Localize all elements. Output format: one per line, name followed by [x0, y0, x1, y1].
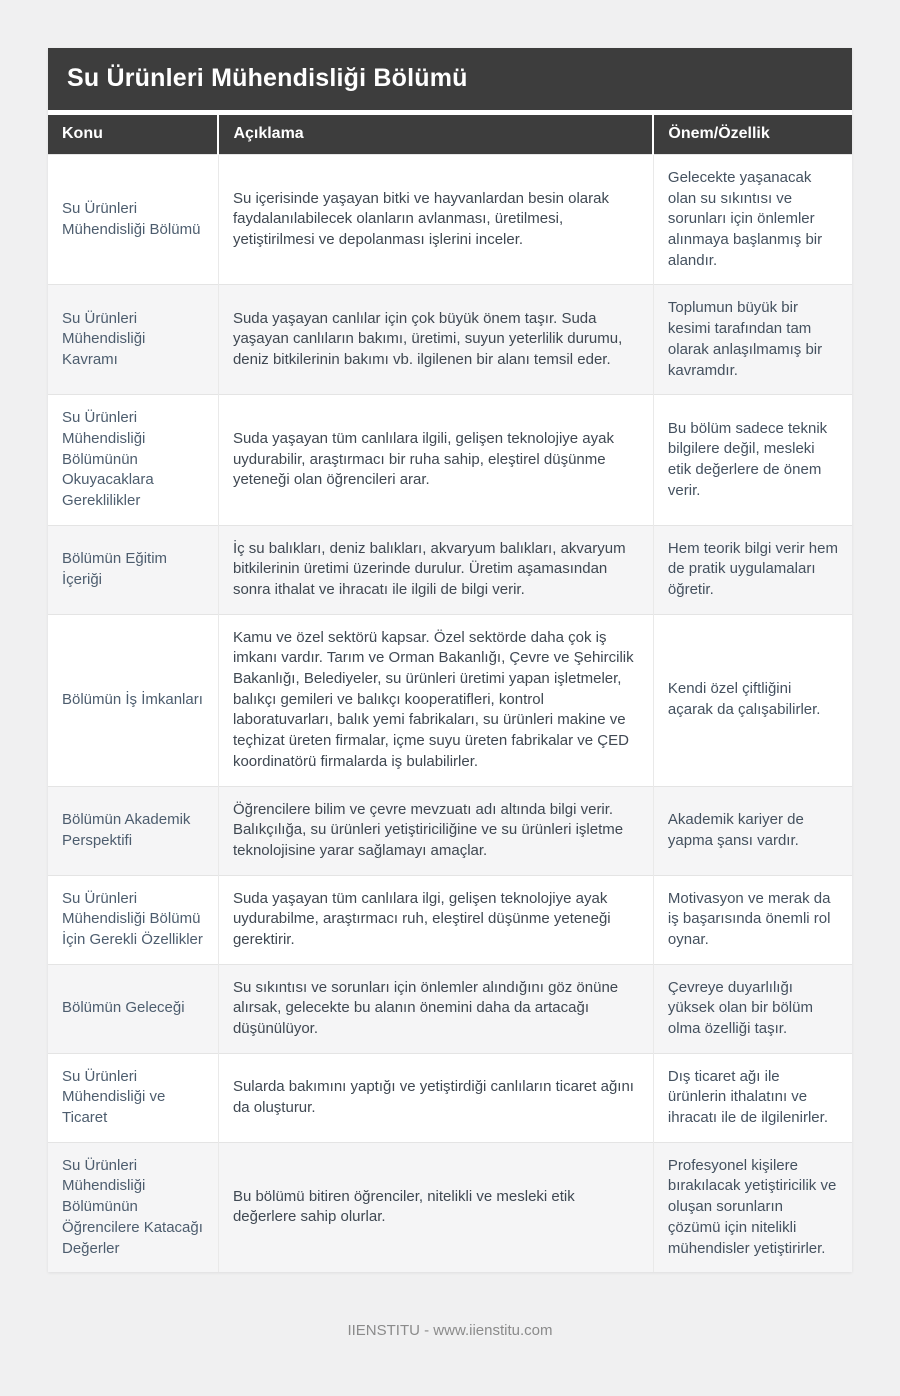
description-cell: Kamu ve özel sektörü kapsar. Özel sektörde daha çok iş imkanı vardır. Tarım ve Orman Bakanlığı, Çevre ve Şehircilik Bakanlığı, Belediyeler, su ürünleri üretimi yapan işletmeler, balıkçı gemileri ve balıkçı kooperatifleri, kontrol laboratuvarları, balık yemi fabrikaları, su ürünleri makine ve teçhizat üreten firmalar, içme suyu üreten fabrikalar ve ÇED koordinatörü firmalarda iş bulabilirler. [218, 614, 653, 786]
feature-cell: Kendi özel çiftliğini açarak da çalışabilirler. [653, 614, 852, 786]
topic-cell: Su Ürünleri Mühendisliği Bölümü İçin Gerekli Özellikler [48, 875, 218, 964]
description-cell: Suda yaşayan canlılar için çok büyük önem taşır. Suda yaşayan canlıların bakımı, üretimi, suyun yeterlilik durumu, deniz bitkilerinin bakımı vb. ilgilenen bir alanı temsil eder. [218, 285, 653, 395]
description-cell: Öğrencilere bilim ve çevre mevzuatı adı altında bilgi verir. Balıkçılığa, su ürünleri yetiştiriciliğine ve su ürünleri işletme teknolojisine yarar sağlamayı amaçlar. [218, 786, 653, 875]
description-cell: Suda yaşayan tüm canlılara ilgi, gelişen teknolojiye ayak uydurabilme, araştırmacı ruh, eleştirel düşünme yeteneği gerektirir. [218, 875, 653, 964]
feature-cell: Motivasyon ve merak da iş başarısında önemli rol oynar. [653, 875, 852, 964]
feature-cell: Dış ticaret ağı ile ürünlerin ithalatını ve ihracatı ile de ilgilenirler. [653, 1053, 852, 1142]
column-header-konu: Konu [48, 115, 218, 155]
table-row [48, 285, 852, 395]
description-cell: Su sıkıntısı ve sorunları için önlemler alındığını göz önüne alırsak, gelecekte bu alanın önemini daha da artacağı düşünülüyor. [218, 964, 653, 1053]
table-body [48, 155, 852, 1273]
table-row [48, 964, 852, 1053]
table-row [48, 1053, 852, 1142]
feature-cell: Akademik kariyer de yapma şansı vardır. [653, 786, 852, 875]
description-cell: Su içerisinde yaşayan bitki ve hayvanlardan besin olarak faydalanılabilecek olanların avlanması, üretilmesi, yetiştirilmesi ve depolanması işlerini inceler. [218, 155, 653, 285]
topic-cell: Su Ürünleri Mühendisliği Bölümünün Okuyacaklara Gereklilikler [48, 395, 218, 525]
footer-credit: IIENSTITU - www.iienstitu.com [347, 1322, 553, 1339]
feature-cell: Toplumun büyük bir kesimi tarafından tam olarak anlaşılmamış bir kavramdır. [653, 285, 852, 395]
feature-cell: Profesyonel kişilere bırakılacak yetiştiricilik ve oluşan sorunların çözümü için nitelikli mühendisler yetiştirirler. [653, 1142, 852, 1272]
info-table [48, 115, 852, 1272]
feature-cell: Gelecekte yaşanacak olan su sıkıntısı ve sorunları için önlemler alınmaya başlanmış bir alandır. [653, 155, 852, 285]
column-header-aciklama: Açıklama [218, 115, 653, 155]
topic-cell: Bölümün İş İmkanları [48, 614, 218, 786]
feature-cell: Çevreye duyarlılığı yüksek olan bir bölüm olma özelliği taşır. [653, 964, 852, 1053]
table-row [48, 1142, 852, 1272]
topic-cell: Su Ürünleri Mühendisliği ve Ticaret [48, 1053, 218, 1142]
topic-cell: Su Ürünleri Mühendisliği Kavramı [48, 285, 218, 395]
feature-cell: Bu bölüm sadece teknik bilgilere değil, mesleki etik değerlere de önem verir. [653, 395, 852, 525]
feature-cell: Hem teorik bilgi verir hem de pratik uygulamaları öğretir. [653, 525, 852, 614]
table-row [48, 875, 852, 964]
table-row [48, 395, 852, 525]
topic-cell: Su Ürünleri Mühendisliği Bölümü [48, 155, 218, 285]
description-cell: Bu bölümü bitiren öğrenciler, nitelikli ve mesleki etik değerlere sahip olurlar. [218, 1142, 653, 1272]
table-row [48, 786, 852, 875]
description-cell: İç su balıkları, deniz balıkları, akvaryum balıkları, akvaryum bitkilerinin üretimi üzerinde durulur. Üretim aşamasından sonra ithalat ve ihracatı ile ilgili de bilgi verir. [218, 525, 653, 614]
topic-cell: Bölümün Akademik Perspektifi [48, 786, 218, 875]
table-row [48, 614, 852, 786]
topic-cell: Bölümün Geleceği [48, 964, 218, 1053]
page-title: Su Ürünleri Mühendisliği Bölümü [48, 48, 852, 110]
topic-cell: Bölümün Eğitim İçeriği [48, 525, 218, 614]
table-row [48, 155, 852, 285]
column-header-onem-ozellik: Önem/Özellik [653, 115, 852, 155]
content-card [48, 48, 852, 1272]
description-cell: Sularda bakımını yaptığı ve yetiştirdiği canlıların ticaret ağını da oluşturur. [218, 1053, 653, 1142]
table-header [48, 115, 852, 155]
topic-cell: Su Ürünleri Mühendisliği Bölümünün Öğrencilere Katacağı Değerler [48, 1142, 218, 1272]
table-row [48, 525, 852, 614]
description-cell: Suda yaşayan tüm canlılara ilgili, gelişen teknolojiye ayak uydurabilir, araştırmacı bir ruha sahip, eleştirel düşünme yeteneği olan öğrencileri arar. [218, 395, 653, 525]
